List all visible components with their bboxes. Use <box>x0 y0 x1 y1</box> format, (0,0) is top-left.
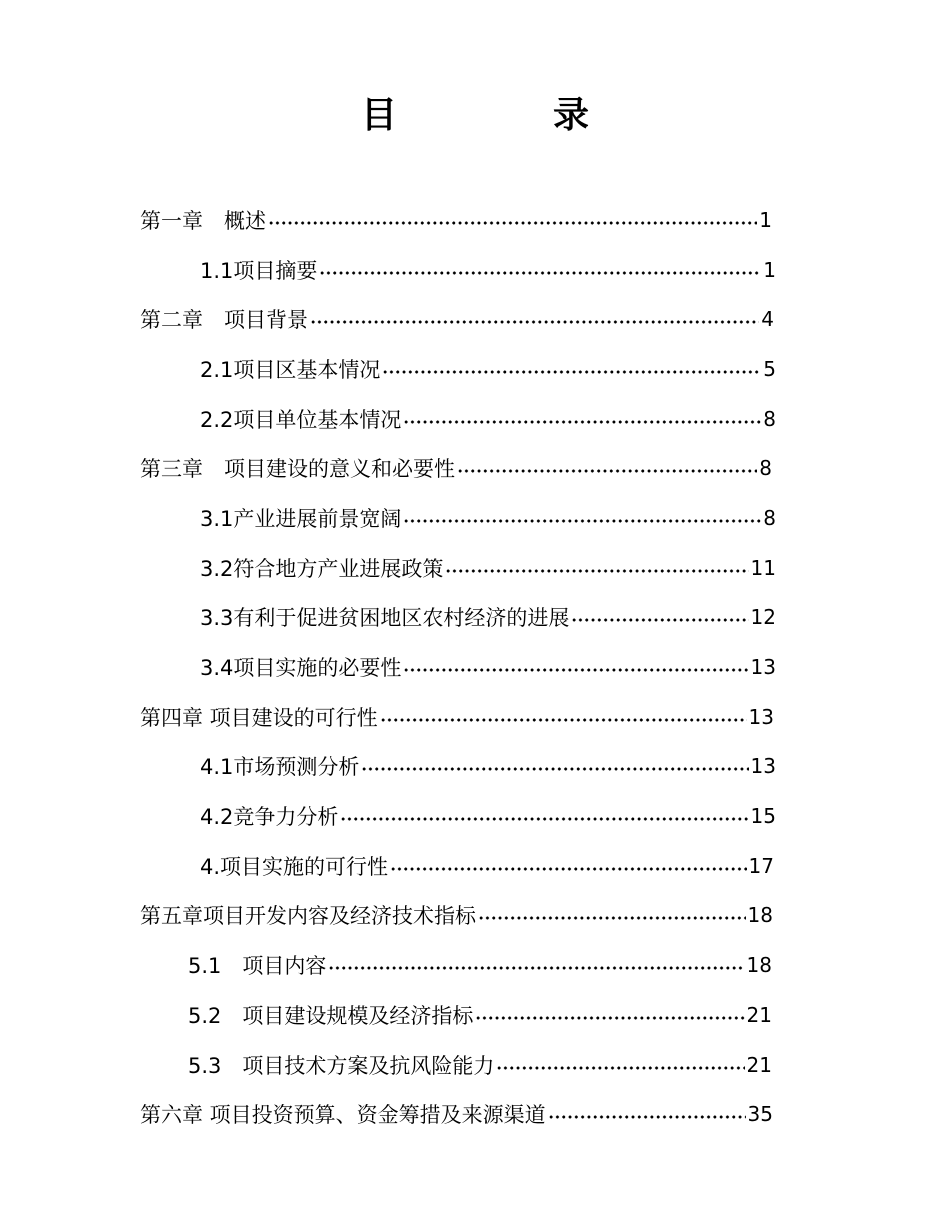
toc-section-entry <box>188 1040 772 1090</box>
page-title: 目 录 <box>360 94 649 136</box>
toc-page-number: 21 <box>746 1052 772 1077</box>
toc-chapter-entry <box>140 443 772 493</box>
toc-section-entry <box>200 344 776 394</box>
toc-dot-leader <box>380 718 747 722</box>
toc-entry-label: 5.1 项目内容 <box>188 954 327 979</box>
toc-section-entry <box>200 543 776 593</box>
toc-page-number: 18 <box>746 953 772 978</box>
toc-section-entry <box>188 990 772 1040</box>
toc-section-entry <box>188 940 772 990</box>
toc-page-number: 35 <box>747 1102 773 1127</box>
toc-dot-leader <box>571 618 748 622</box>
toc-entry-label: 第六章 项目投资预算、资金筹措及来源渠道 <box>140 1103 546 1128</box>
toc-entry-label: 第三章 项目建设的意义和必要性 <box>140 457 455 482</box>
toc-page-number: 5 <box>763 356 776 381</box>
toc-chapter-entry <box>140 891 773 941</box>
toc-entry-label: 3.4项目实施的必要性 <box>200 656 402 681</box>
toc-section-entry <box>200 245 776 295</box>
toc-section-entry <box>200 791 776 841</box>
toc-section-entry <box>200 394 776 444</box>
toc-section-entry <box>200 841 774 891</box>
toc-dot-leader <box>268 221 757 225</box>
toc-chapter-entry <box>140 294 774 344</box>
toc-entry-label: 3.1产业进展前景宽阔 <box>200 506 402 531</box>
table-of-contents <box>0 195 950 1139</box>
toc-page-number: 8 <box>759 456 772 481</box>
toc-dot-leader <box>478 916 746 920</box>
toc-page-number: 4 <box>761 307 774 332</box>
toc-entry-label: 5.2 项目建设规模及经济指标 <box>188 1003 474 1028</box>
toc-page-number: 21 <box>746 1002 772 1027</box>
toc-page-number: 11 <box>750 555 776 580</box>
toc-page-number: 1 <box>763 257 776 282</box>
toc-page-number: 1 <box>759 207 772 232</box>
toc-page-number: 13 <box>750 754 776 779</box>
toc-page-number: 12 <box>750 605 776 630</box>
toc-section-entry <box>200 742 776 792</box>
toc-dot-leader <box>496 1066 744 1070</box>
toc-dot-leader <box>361 767 748 771</box>
toc-dot-leader <box>475 1016 744 1020</box>
toc-dot-leader <box>548 1115 746 1119</box>
toc-dot-leader <box>310 320 759 324</box>
toc-entry-label: 第一章 概述 <box>140 208 266 233</box>
toc-chapter-entry <box>140 692 774 742</box>
toc-chapter-entry <box>140 1089 773 1139</box>
toc-entry-label: 5.3 项目技术方案及抗风险能力 <box>188 1053 495 1078</box>
toc-entry-label: 1.1项目摘要 <box>200 258 318 283</box>
toc-page-number: 15 <box>750 804 776 829</box>
toc-entry-label: 4.项目实施的可行性 <box>200 854 389 879</box>
toc-dot-leader <box>445 569 748 573</box>
toc-page-number: 17 <box>748 853 774 878</box>
toc-dot-leader <box>340 817 748 821</box>
toc-dot-leader <box>457 469 757 473</box>
toc-entry-label: 第四章 项目建设的可行性 <box>140 705 378 730</box>
toc-entry-label: 4.2竞争力分析 <box>200 805 339 830</box>
toc-entry-label: 3.2符合地方产业进展政策 <box>200 556 444 581</box>
toc-dot-leader <box>403 420 761 424</box>
toc-dot-leader <box>403 668 748 672</box>
toc-entry-label: 第二章 项目背景 <box>140 308 308 333</box>
toc-chapter-entry <box>140 195 772 245</box>
toc-entry-label: 2.1项目区基本情况 <box>200 357 381 382</box>
toc-dot-leader <box>382 370 761 374</box>
toc-section-entry <box>200 642 776 692</box>
toc-entry-label: 3.3有利于促进贫困地区农村经济的进展 <box>200 606 570 631</box>
toc-entry-label: 4.1市场预测分析 <box>200 755 360 780</box>
toc-dot-leader <box>328 966 744 970</box>
toc-dot-leader <box>319 271 761 275</box>
toc-entry-label: 2.2项目单位基本情况 <box>200 407 402 432</box>
toc-page-number: 18 <box>747 903 773 928</box>
toc-section-entry <box>200 493 776 543</box>
toc-page-number: 8 <box>763 505 776 530</box>
toc-entry-label: 第五章项目开发内容及经济技术指标 <box>140 904 476 929</box>
toc-dot-leader <box>390 867 747 871</box>
toc-section-entry <box>200 593 776 643</box>
toc-page-number: 8 <box>763 406 776 431</box>
toc-dot-leader <box>403 519 761 523</box>
toc-page-number: 13 <box>748 704 774 729</box>
toc-page-number: 13 <box>750 655 776 680</box>
